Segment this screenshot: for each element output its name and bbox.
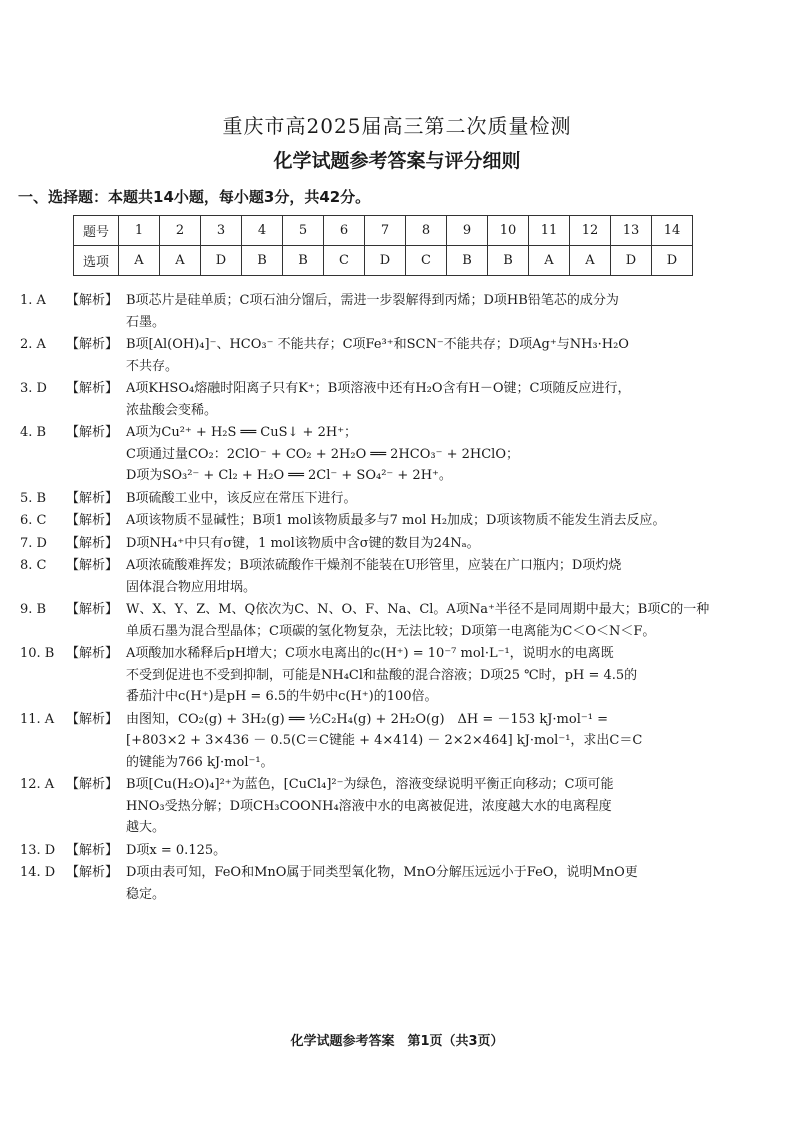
analysis-tag: 【解析】: [66, 381, 119, 396]
explanation-item: [20, 378, 780, 421]
item-text-line: 石墨。: [126, 314, 166, 330]
answer-table: [73, 215, 693, 276]
explanation-item: [20, 774, 780, 839]
explanation-item: [20, 422, 780, 487]
item-text-line: A项浓硫酸难挥发；B项浓硫酸作干燥剂不能装在U形管里，应装在广口瓶内；D项灼烧: [126, 558, 622, 573]
item-text-line: D项x = 0.125。: [126, 842, 227, 858]
item-text-line: A项该物质不显碱性；B项1 mol该物质最多与7 mol H₂加成；D项该物质不能发生消去反应。: [126, 513, 666, 528]
item-body: [126, 840, 780, 862]
item-body: [126, 510, 780, 532]
page-footer: 化学试题参考答案 第1页（共3页）: [290, 1034, 504, 1049]
item-text-line: HNO₃受热分解；D项CH₃COONH₄溶液中水的电离被促进，浓度越大水的电离程度: [126, 798, 612, 814]
item-number: 10. B: [20, 646, 55, 661]
item-text-line: 固体混合物应用坩埚。: [126, 579, 257, 595]
item-text-line: D项由表可知，FeO和MnO属于同类型氧化物，MnO分解压远远小于FeO，说明MnO更: [126, 865, 638, 880]
analysis-tag: 【解析】: [66, 490, 119, 506]
explanation-item: [20, 709, 780, 774]
item-text-line: 浓盐酸会变稀。: [126, 402, 218, 418]
item-number: 7. D: [20, 535, 47, 551]
analysis-tag: 【解析】: [66, 711, 119, 727]
analysis-tag: 【解析】: [66, 425, 119, 440]
exam-title: 重庆市高2025届高三第二次质量检测: [222, 114, 572, 138]
item-number: 2. A: [20, 337, 46, 352]
row-label-answer: 选项: [74, 246, 119, 276]
answer-cell: A: [570, 246, 611, 276]
item-text-line: 单质石墨为混合型晶体；C项碳的氢化物复杂，无法比较；D项第一电离能为C＜O＜N＜F。: [126, 623, 656, 639]
explanation-item: [20, 555, 780, 598]
item-body: [126, 555, 780, 598]
question-number-cell: 4: [242, 216, 283, 246]
item-text-line: 由图知，CO₂(g) + 3H₂(g) ══ ½C₂H₄(g) + 2H₂O(g) ΔH = －153 kJ·mol⁻¹ =: [126, 711, 608, 727]
answer-cell: D: [611, 246, 652, 276]
answer-cell: B: [242, 246, 283, 276]
answer-row: [74, 246, 693, 276]
item-body: [126, 290, 780, 333]
item-text-line: D项为SO₃²⁻ + Cl₂ + H₂O ══ 2Cl⁻ + SO₄²⁻ + 2H⁺。: [126, 468, 452, 483]
item-text-line: [+803×2 + 3×436 － 0.5(C＝C键能 + 4×414) － 2×2×464] kJ·mol⁻¹，求出C＝C: [126, 733, 643, 748]
item-text-line: D项NH₄⁺中只有σ键，1 mol该物质中含σ键的数目为24Nₐ。: [126, 535, 480, 551]
item-body: [126, 378, 780, 421]
analysis-tag: 【解析】: [66, 337, 119, 352]
section-heading: 一、选择题：本题共14小题，每小题3分，共42分。: [18, 188, 371, 206]
answer-cell: C: [406, 246, 447, 276]
item-body: [126, 488, 780, 510]
explanation-item: [20, 643, 780, 708]
question-number-cell: 1: [119, 216, 160, 246]
question-number-cell: 13: [611, 216, 652, 246]
explanation-item: [20, 290, 780, 333]
explanation-item: [20, 840, 780, 862]
item-text-line: 不共存。: [126, 358, 179, 374]
item-number: 9. B: [20, 602, 47, 617]
item-body: [126, 599, 780, 642]
explanation-item: [20, 334, 780, 377]
explanation-item: [20, 533, 780, 555]
explanation-item: [20, 510, 780, 532]
question-number-cell: 11: [529, 216, 570, 246]
item-text-line: C项通过量CO₂：2ClO⁻ + CO₂ + 2H₂O ══ 2HCO₃⁻ + 2HClO；: [126, 446, 519, 462]
analysis-tag: 【解析】: [66, 513, 119, 528]
item-text-line: B项芯片是硅单质；C项石油分馏后，需进一步裂解得到丙烯；D项HB铅笔芯的成分为: [126, 293, 619, 308]
analysis-tag: 【解析】: [66, 535, 119, 551]
answer-cell: C: [324, 246, 365, 276]
item-text-line: B项[Cu(H₂O)₄]²⁺为蓝色，[CuCl₄]²⁻为绿色，溶液变绿说明平衡正向移动；C项可能: [126, 777, 614, 792]
item-number: 12. A: [20, 777, 55, 792]
item-number: 6. C: [20, 513, 47, 528]
item-text-line: A项为Cu²⁺ + H₂S ══ CuS↓ + 2H⁺；: [126, 425, 358, 440]
explanation-item: [20, 599, 780, 642]
answer-cell: A: [119, 246, 160, 276]
item-number: 4. B: [20, 425, 47, 440]
item-body: [126, 774, 780, 839]
item-text-line: W、X、Y、Z、M、Q依次为C、N、O、F、Na、Cl。A项Na⁺半径不是同周期中最大；B项C的一种: [126, 602, 710, 617]
analysis-tag: 【解析】: [66, 646, 119, 661]
question-number-cell: 10: [488, 216, 529, 246]
question-number-cell: 12: [570, 216, 611, 246]
answer-cell: A: [160, 246, 201, 276]
question-number-cell: 3: [201, 216, 242, 246]
explanation-item: [20, 488, 780, 510]
item-text-line: 不受到促进也不受到抑制，可能是NH₄Cl和盐酸的混合溶液；D项25 ℃时，pH = 4.5的: [126, 667, 638, 683]
explanation-list: [20, 290, 780, 906]
question-number-cell: 6: [324, 216, 365, 246]
analysis-tag: 【解析】: [66, 558, 119, 573]
answer-cell: D: [201, 246, 242, 276]
answer-cell: B: [283, 246, 324, 276]
question-number-cell: 5: [283, 216, 324, 246]
item-number: 8. C: [20, 558, 47, 573]
answer-cell: A: [529, 246, 570, 276]
item-number: 11. A: [20, 711, 55, 727]
question-number-cell: 8: [406, 216, 447, 246]
item-number: 1. A: [20, 293, 46, 308]
answer-cell: D: [652, 246, 693, 276]
item-number: 5. B: [20, 490, 47, 506]
explanation-item: [20, 862, 780, 905]
item-body: [126, 334, 780, 377]
answer-cell: D: [365, 246, 406, 276]
question-number-cell: 14: [652, 216, 693, 246]
analysis-tag: 【解析】: [66, 293, 119, 308]
question-number-cell: 9: [447, 216, 488, 246]
analysis-tag: 【解析】: [66, 602, 119, 617]
analysis-tag: 【解析】: [66, 842, 119, 858]
item-body: [126, 643, 780, 708]
question-number-row: [74, 216, 693, 246]
item-text-line: A项KHSO₄熔融时阳离子只有K⁺；B项溶液中还有H₂O含有H－O键；C项随反应进行，: [126, 381, 631, 396]
question-number-cell: 2: [160, 216, 201, 246]
item-text-line: B项[Al(OH)₄]⁻、HCO₃⁻ 不能共存；C项Fe³⁺和SCN⁻不能共存；D项Ag⁺与NH₃·H₂O: [126, 337, 629, 352]
item-number: 3. D: [20, 381, 47, 396]
item-body: [126, 862, 780, 905]
item-body: [126, 533, 780, 555]
analysis-tag: 【解析】: [66, 777, 119, 792]
item-text-line: 越大。: [126, 820, 166, 835]
row-label-number: 题号: [74, 216, 119, 246]
item-text-line: 番茄汁中c(H⁺)是pH = 6.5的牛奶中c(H⁺)的100倍。: [126, 689, 438, 704]
answer-cell: B: [447, 246, 488, 276]
item-body: [126, 422, 780, 487]
item-number: 14. D: [20, 865, 56, 880]
analysis-tag: 【解析】: [66, 865, 119, 880]
item-text-line: 的键能为766 kJ·mol⁻¹。: [126, 754, 274, 770]
item-text-line: A项酸加水稀释后pH增大；C项水电离出的c(H⁺) = 10⁻⁷ mol·L⁻¹，说明水的电离既: [126, 646, 614, 661]
question-number-cell: 7: [365, 216, 406, 246]
answer-cell: B: [488, 246, 529, 276]
item-text-line: 稳定。: [126, 886, 166, 902]
document-subtitle: 化学试题参考答案与评分细则: [273, 150, 521, 172]
item-text-line: B项硫酸工业中，该反应在常压下进行。: [126, 490, 357, 506]
item-number: 13. D: [20, 842, 56, 858]
item-body: [126, 709, 780, 774]
